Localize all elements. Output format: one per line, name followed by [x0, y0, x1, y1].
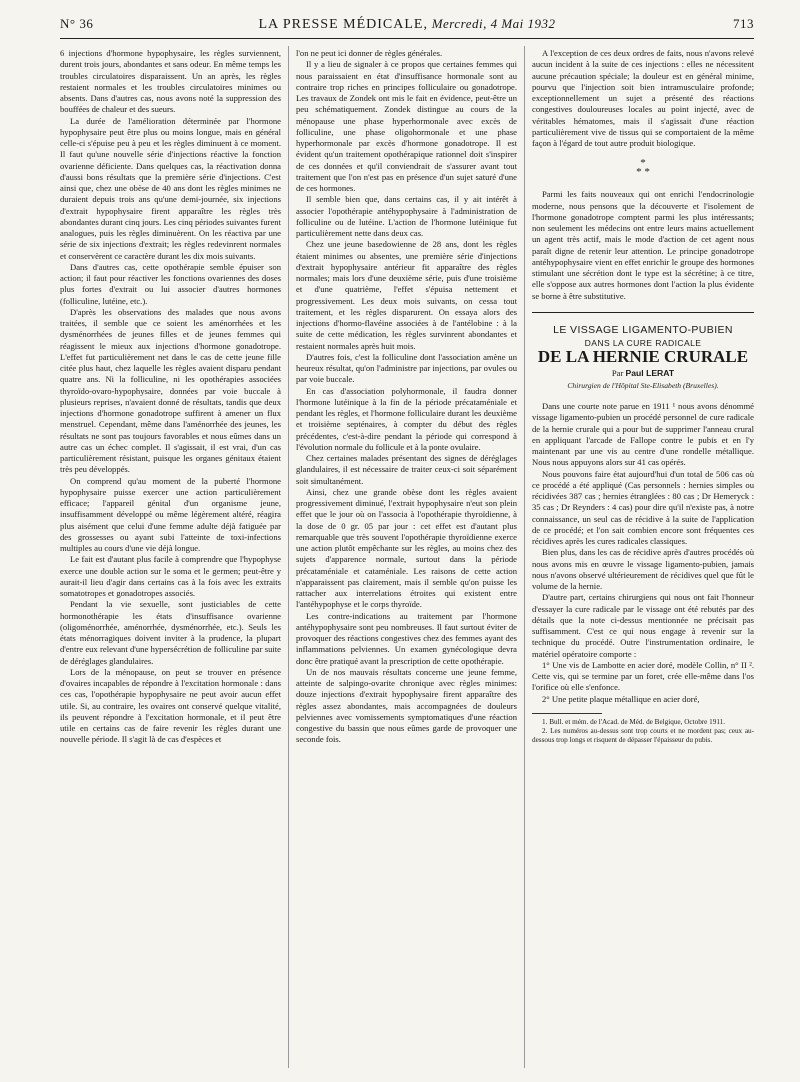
author-affiliation: Chirurgien de l'Hôpital Ste-Elisabeth (Bruxelles). [567, 380, 719, 390]
footnote: 2. Les numéros au-dessus sont trop courts et ne mordent pas; ceux au-dessous trop longs et risquent de dépasser l'épaisseur du pubis. [532, 726, 754, 744]
paragraph: A l'exception de ces deux ordres de faits, nous n'avons relevé aucun incident à la suite de ces injections : elles ne nécessitent aucune précaution spéciale; la douleur est en général minime, pourvu que l'injection soit bien intramusculaire profonde; exceptionnellement un sujet a présenté des réactions congestives douloureuses locales au point injecté, avec de véritables hématomes, mais il s'agissait d'une réaction particulièrement vive de tissus qui se comportaient de la même façon à l'égard de tout autre produit biologique. [532, 48, 754, 148]
header-rule [60, 38, 754, 39]
section-stars: * * * [636, 157, 650, 179]
paragraph: Dans d'autres cas, cette opothérapie semble épuiser son action; il faut pour réactiver les fonctions ovariennes des doses plus fortes d'extrait ou lui associer d'autres hormones (folliculine, lutéine, etc.). [60, 261, 281, 306]
author-name: Paul LERAT [625, 367, 675, 378]
paragraph: D'autres fois, c'est la folliculine dont l'association amène un heureux résultat, qu'on l'administre par injections, par ovules ou par voie buccale. [296, 351, 517, 385]
footnote-rule [532, 713, 602, 714]
issue-date: Mercredi, 4 Mai 1932 [431, 16, 556, 31]
page-number: 713 [733, 16, 754, 31]
journal-masthead [60, 16, 754, 33]
article-title-line-2: DANS LA CURE RADICALE [584, 338, 702, 348]
paragraph: Les contre-indications au traitement par l'hormone antéhypophysaire sont peu nombreuses. Il faut surtout éviter de provoquer des réactions congestives chez des femmes ayant des inflammations pelviennes. Un examen gynécologique devra donc être pratiqué avant la prescription de cette opothérapie. [296, 610, 517, 666]
byline-prefix: Par [611, 367, 624, 378]
paragraph: Chez certaines malades présentant des signes de déréglages glandulaires, il est nécessaire de traiter ceux-ci soit séparément soit simultanément. [296, 453, 517, 486]
paragraph: Il semble bien que, dans certains cas, il y ait intérêt à associer l'opothérapie antéhypophysaire à l'administration de folliculine ou de lutéine. L'action de l'hormone lutéinique fut particulièrement nette dans deux cas. [296, 194, 517, 238]
footnote: 1. Bull. et mém. de l'Acad. de Méd. de Belgique, Octobre 1911. [542, 717, 726, 726]
paragraph: Pendant la vie sexuelle, sont justiciables de cette hormonothérapie les états d'insuffisance ovarienne (oligoménorrhée, aménorrhée, dysménorrhée, etc.). Seuls les états ménorragiques doivent inviter à la prudence, la plupart d'entre eux relevant d'une hypersécrétion de folliculine par suite de déréglages glandulaires. [60, 599, 281, 666]
column-2 [296, 48, 517, 1068]
paragraph: En cas d'association polyhormonale, il faudra donner l'hormone lutéinique à la fin de la période précataméniale et pendant les règles, et l'hormone folliculaire durant les deuxième et troisième septénaires, à compter du début des règles précédentes, c'est-à-dire pendant la période qui correspond à l'évolution normale du follicule et à la ponte ovulaire. [296, 385, 517, 452]
column-divider [524, 46, 525, 1068]
journal-title: LA PRESSE MÉDICALE, [258, 17, 428, 32]
column-1 [60, 48, 281, 1068]
column-3 [532, 48, 754, 1068]
paragraph: 2° Une petite plaque métallique en acier doré, [542, 693, 700, 704]
paragraph: Le fait est d'autant plus facile à comprendre que l'hypophyse exerce une double action sur le soma et le germen; peut-être y aurait-il lieu d'agir dans certains cas à la fois avec les extraits somatotropes et gonadotropes associés. [60, 554, 281, 598]
paragraph: 6 injections d'hormone hypophysaire, les règles surviennent, durent trois jours, abondantes et sans odeur. En même temps les troubles circulatoires disparaissent. Un an après, les règles restaient normales et les troubles circulatoires minimes ou absents. Dans d'autres cas, nous avons noté la suppression des bouffées de chaleur et des sueurs. [60, 48, 281, 115]
paragraph: Nous pouvons faire état aujourd'hui d'un total de 506 cas où ce procédé a été appliqué (Cas personnels : hernies simples ou récidivées 387 cas ; hernies étranglées : 80 cas ; Dr Hemeryck : 35 cas ; Dr Reynders : 4 cas) pour dire qu'il n'existe pas, à notre connaissance, un seul cas de récidive à la suite de l'application de ce procédé; et l'on sait combien encore sont fréquentes ces récidives après les cures radicales classiques. [532, 468, 754, 546]
paragraph: Bien plus, dans les cas de récidive après d'autres procédés où nous avons mis en œuvre le vissage ligamento-pubien, jamais nous n'avons observé ultérieurement de récidives quel que fût le volume de la hernie. [532, 547, 754, 591]
paragraph: On comprend qu'au moment de la puberté l'hormone hypophysaire puisse exercer une action particulièrement efficace; l'appareil génital d'un organisme jeune, insuffisamment développé ou même légèrement altéré, réagira plus aisément que celui d'une femme adulte déjà fatiguée par des grossesses ou ayant subi l'atteinte de toxi-infections multiples au cours d'une vie déjà longue. [60, 475, 281, 553]
article-title-line-1: LE VISSAGE LIGAMENTO-PUBIEN [553, 323, 733, 336]
article-separator [532, 312, 754, 313]
paragraph: Un de nos mauvais résultats concerne une jeune femme, atteinte de salpingo-ovarite chronique avec règles minimes: douze injections d'extrait hypophysaire firent apparaître des règles assez abondantes, mais accompagnées de douleurs pelviennes avec vomissements symptomatiques d'une réaction congestive du bassin que nous eûmes garde de provoquer une seconde fois. [296, 666, 517, 745]
issue-number: N° 36 [60, 16, 94, 31]
paragraph: D'après les observations des malades que nous avons traitées, il semble que ce soient les aménorrhées et les dysménorrhées de jeunes filles et de jeunes femmes qui réagissent le mieux aux injections d'hormone gonadotrope. L'effet fut particulièrement net dans le cas de cette jeune fille citée plus haut, chez laquelle les règles avaient disparu pendant quatre ans. Ni la folliculine, ni les opothérapies associées thyroïdo-ovaro-hypophysaire, données par voie buccale à plusieurs reprises, n'avaient donné de résultats, tandis que deux injections d'hormone gonadotrope suffirent à amener un flux menstruel. Cependant, même dans l'aménorrhée des jeunes, les résultats ne sont pas toujours favorables et nous eûmes dans un autre cas un échec complet. Il s'agissait, il est vrai, d'un cas particulièrement résistant, puisque les organes génitaux étaient très peu développés. [60, 306, 281, 475]
paragraph: D'autre part, certains chirurgiens qui nous ont fait l'honneur d'essayer la cure radicale par le vissage ont été rebutés par des détails que la note ci-dessus mentionnée ne précisait pas suffisamment. C'est ce qui nous engage à revenir sur la technique du procédé. Outre l'instrumentation ordinaire, le matériel opératoire comporte : [532, 592, 754, 659]
paragraph: Chez une jeune basedowienne de 28 ans, dont les règles étaient minimes ou absentes, une première série d'injections d'extrait hypophysaire antérieur fit apparaître des règles normales; mais lors d'une deuxième série, puis d'une troisième et d'une quatrième, l'effet s'épuisa nettement et progressivement. Les deux mois suivants, on cessa tout traitement, et les règles disparurent. On essaya alors des injections d'hormo-flavéine associées à de l'antélobine : à la suite de cette médication, les règles survinrent abondantes et restaient normales après huit mois. [296, 239, 517, 351]
article-title-line-3: DE LA HERNIE CRURALE [537, 347, 749, 367]
paragraph: Parmi les faits nouveaux qui ont enrichi l'endocrinologie moderne, nous pensons que la découverte et l'isolement de l'hormone gonadotrope comptent parmi les plus intéressants; non seulement les médecins ont entre leurs mains actuellement un agent très actif, mais le mode d'action de cet agent nous paraît digne de retenir leur attention. Le principe gonadotrope antéhypophysaire vient en effet enrichir le groupe des hormones stimulant une sécrétion dont le type est la sécrétine; à ce titre, elle s'oppose aux autres hormones dont l'action la plus évidente se borne à être substitutive. [532, 189, 754, 301]
byline [532, 368, 754, 379]
paragraph: Ainsi, chez une grande obèse dont les règles avaient progressivement diminué, l'extrait hypophysaire n'eut son plein effet que le jour où on l'associa à l'opothérapie thyroïdienne, à la dose de 0 gr. 05 par jour : cet effet est d'autant plus remarquable que très souvent l'opothérapie thyroïdienne exerce une action plutôt empêchante sur les règles, au moins chez des sujets d'apparence normale, surtout dans la période précataméniale et cataméniale. Les raisons de cette action n'apparaissent pas clairement, mais il semble qu'on puisse les rattacher aux interrelations étroites qui existent entre l'antéhypophyse et le corps thyroïde. [296, 486, 517, 610]
paragraph: Lors de la ménopause, on peut se trouver en présence d'ovaires incapables de répondre à l'excitation hormonale : dans ces cas, l'opothérapie hypophysaire ne peut avoir aucun effet utile. Si, au contraire, les ovaires ont conservé quelque vitalité, ils peuvent répondre à l'excitation hormonale, et il peut être utile en certains cas de faire revenir les règles durant une nouvelle période. Il s'agit là de cas d'espèces et [60, 666, 281, 745]
paragraph: Il y a lieu de signaler à ce propos que certaines femmes qui nous paraissaient en état d'insuffisance hormonale sont au contraire trop riches en principes folliculaire ou gonadotrope. Les travaux de Zondek ont mis le fait en évidence, peut-être un peu schématiquement. Zondek distingue au cours de la ménopause une phase hyperhormonale avec excès de folliculine, une phase oligohormonale et une phase hyperhormonale par excès d'hormone gonadotrope. Il est évident qu'un traitement opothérapique rationnel doit s'inspirer de ces données et qu'il conviendrait de s'assurer avant tout traitement que l'on n'est pas en présence d'un sujet saturé d'une de ces hormones. [296, 59, 517, 193]
paragraph: 1° Une vis de Lambotte en acier doré, modèle Collin, n° II ². Cette vis, qui se termine par un foret, crée elle-même dans l'os l'orifice où elle s'enfonce. [532, 659, 754, 693]
page-header [60, 16, 754, 38]
paragraph: l'on ne peut ici donner de règles générales. [296, 48, 443, 58]
column-divider [288, 46, 289, 1068]
paragraph: La durée de l'amélioration déterminée par l'hormone hypophysaire peut être plus ou moins longue, mais en général celle-ci s'épuise peu à peu et les règles diminuent à ce moment. Il faut qu'une nouvelle série d'injections réactive la fonction ovarienne déficiente. Dans quelques cas, la réactivation donna d'aussi bons résultats que la première série d'injections. C'est ainsi que, chez une obèse de 40 ans dont les règles minimes ne duraient depuis trois ans qu'une demi-journée, six injections d'extrait hypophysaire firent apparaître les règles très abondantes durant cinq jours. Les cinq périodes suivantes furent analogues, puis les règles diminuèrent. On les réactiva par une série de six injections d'extrait; les règles redevinrent normales et conservèrent ce caractère durant les dix mois suivants. [60, 115, 281, 261]
paragraph: Dans une courte note parue en 1911 ¹ nous avons dénommé vissage ligamento-pubien un procédé personnel de cure radicale de la hernie crurale qui a pour but de supprimer l'anneau crural en appliquant l'arcade de Fallope contre le pubis et en l'y maintenant par une vis au centre d'une rondelle métallique. Nous nous appuyons alors sur 41 cas opérés. [532, 401, 754, 468]
